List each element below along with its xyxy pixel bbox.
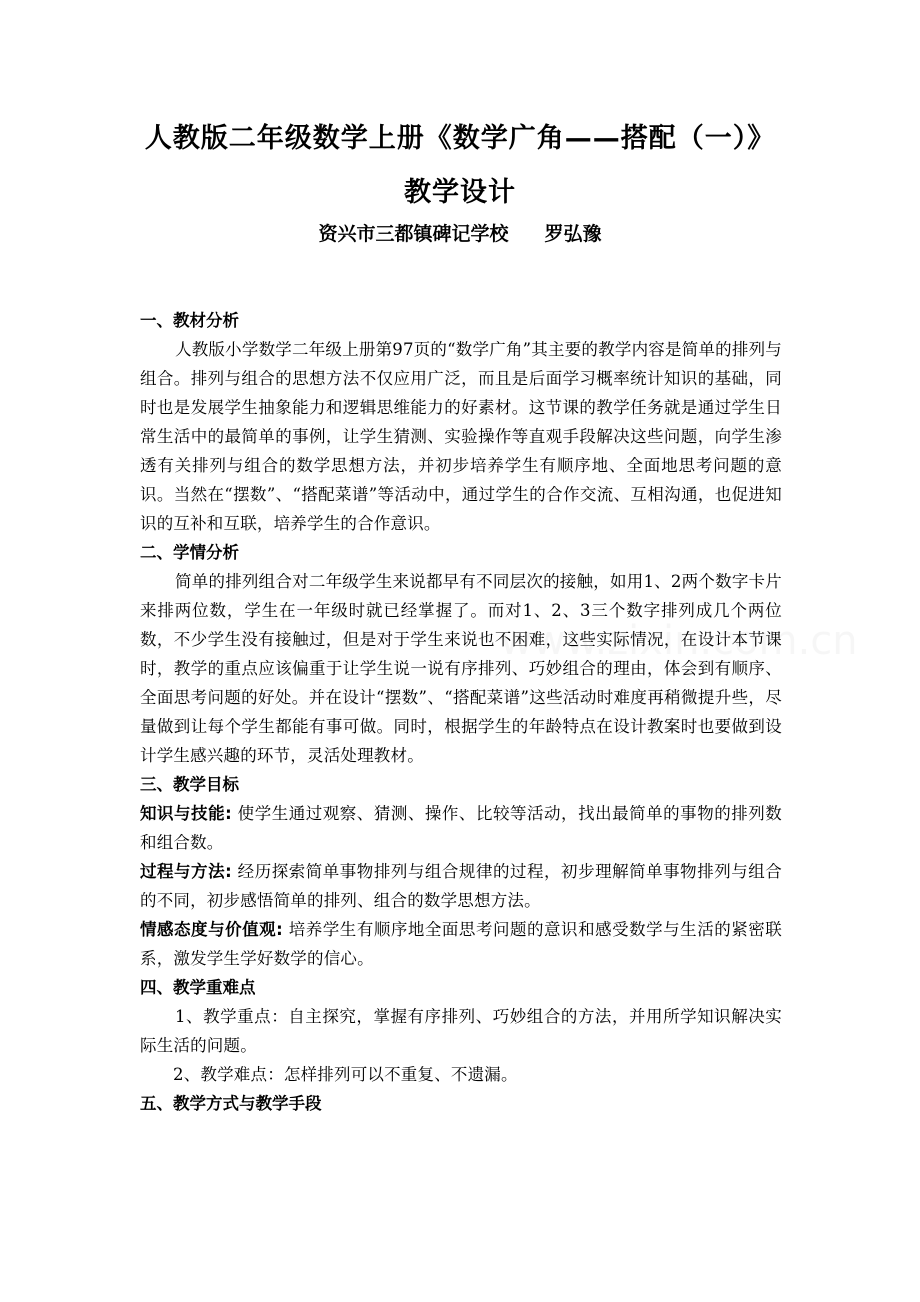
- key-point-difficulty: 2、教学难点：怎样排列可以不重复、不遗漏。: [173, 1065, 518, 1084]
- section-heading-key-points: 四、教学重难点: [140, 978, 256, 997]
- objective-emotion-text: 培养学生有顺序地全面思考问题的意识和感受数学与生活的紧密联系，激发学生学好数学的信心。: [140, 920, 782, 968]
- objective-emotion-label: 情感态度与价值观:: [140, 920, 283, 939]
- objective-process-label: 过程与方法:: [140, 862, 232, 881]
- section-heading-methods: 五、教学方式与教学手段: [140, 1094, 322, 1113]
- objective-knowledge: [140, 799, 782, 857]
- objective-knowledge-label: 知识与技能:: [140, 804, 232, 823]
- section-body-materials: 人教版小学数学二年级上册第97页的“数学广角”其主要的教学内容是简单的排列与组合。排列与组合的思想方法不仅应用广泛，而且是后面学习概率统计知识的基础，同时也是发展学生抽象能力和逻辑思维能力的好素材。这节课的教学任务就是通过学生日常生活中的最简单的事例，让学生猜测、实验操作等直观手段解决这些问题，向学生渗透有关排列与组合的数学思想方法，并初步培养学生有顺序地、全面地思考问题的意识。当然在“摆数”、“搭配菜谱”等活动中，通过学生的合作交流、互相沟通，也促进知识的互补和互联，培养学生的合作意识。: [140, 340, 782, 533]
- section-heading-students: 二、学情分析: [140, 543, 239, 562]
- section-body-students: 简单的排列组合对二年级学生来说都早有不同层次的接触，如用1、2两个数字卡片来排两位数，学生在一年级时就已经掌握了。而对1、2、3三个数字排列成几个两位数，不少学生没有接触过，但是对于学生来说也不困难，这些实际情况，在设计本节课时，教学的重点应该偏重于让学生说一说有序排列、巧妙组合的理由，体会到有顺序、全面思考问题的好处。并在设计“摆数”、“搭配菜谱”这些活动时难度再稍微提升些，尽量做到让每个学生都能有事可做。同时，根据学生的年龄特点在设计教案时也要做到设计学生感兴趣的环节，灵活处理教材。: [140, 572, 782, 765]
- author-school: 资兴市三都镇碑记学校: [318, 223, 509, 245]
- author-line: [0, 219, 920, 246]
- author-name: 罗弘豫: [544, 223, 602, 245]
- objective-emotion: [140, 915, 782, 973]
- objective-process: [140, 857, 782, 915]
- objective-process-text: 经历探索简单事物排列与组合规律的过程，初步理解简单事物排列与组合的不同，初步感悟简单的排列、组合的数学思想方法。: [140, 862, 782, 910]
- objective-knowledge-text: 使学生通过观察、猜测、操作、比较等活动，找出最简单的事物的排列数和组合数。: [140, 804, 782, 852]
- section-heading-objectives: 三、教学目标: [140, 775, 239, 794]
- document-body: [140, 306, 782, 1118]
- key-point-focus: 1、教学重点：自主探究，掌握有序排列、巧妙组合的方法，并用所学知识解决实际生活的问题。: [140, 1007, 782, 1055]
- section-heading-materials: 一、教材分析: [140, 311, 239, 330]
- document-title-line2: 教学设计: [404, 177, 516, 208]
- document-title-line1: 人教版二年级数学上册《数学广角——搭配（一）》: [144, 123, 776, 154]
